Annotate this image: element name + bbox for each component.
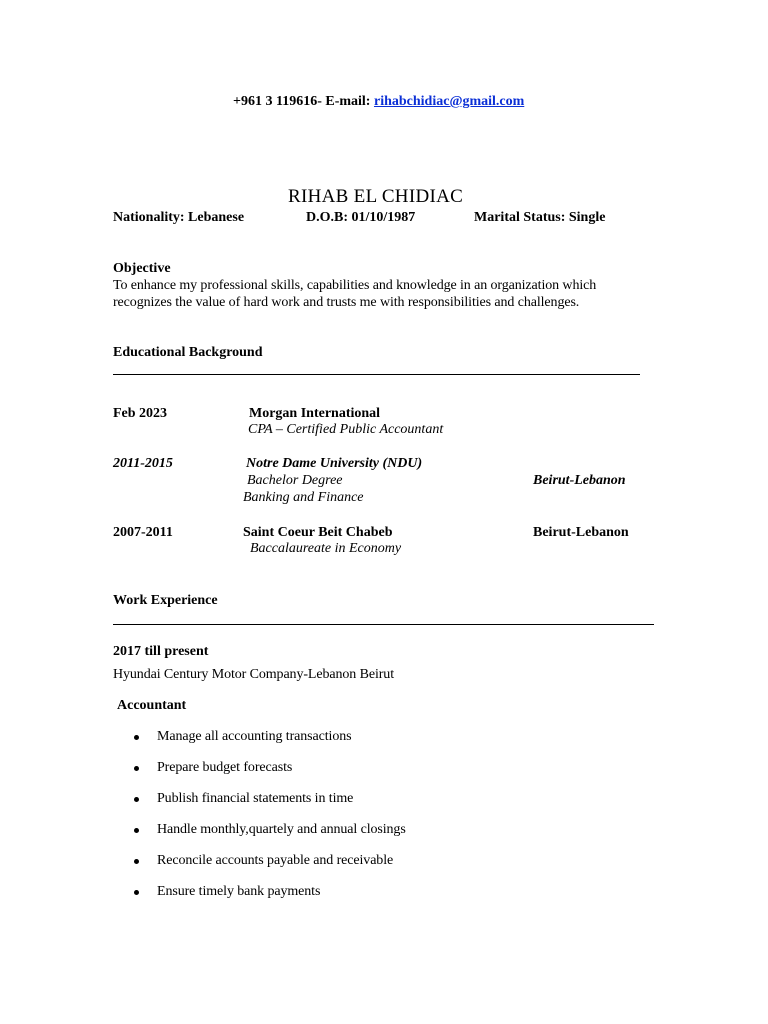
- education-divider: [113, 374, 640, 375]
- work-role: Accountant: [117, 698, 187, 713]
- candidate-name: RIHAB EL CHIDIAC: [288, 186, 464, 207]
- duty-item: Handle monthly,quartely and annual closings: [157, 822, 406, 837]
- edu-school: Morgan International: [249, 406, 381, 421]
- edu-location: Beirut-Lebanon: [533, 473, 626, 488]
- phone-label: +961 3 119616- E-mail:: [233, 94, 374, 109]
- objective-line-1: To enhance my professional skills, capabilities and knowledge in an organization which: [113, 278, 597, 293]
- edu-school: Saint Coeur Beit Chabeb: [243, 525, 393, 540]
- work-divider: [113, 624, 654, 625]
- bullet-icon: [134, 828, 139, 833]
- duty-item: Reconcile accounts payable and receivable: [157, 853, 394, 868]
- duty-item: Publish financial statements in time: [157, 791, 354, 806]
- duty-item: Prepare budget forecasts: [157, 760, 293, 775]
- marital-status: Marital Status: Single: [474, 210, 606, 225]
- nationality: Nationality: Lebanese: [113, 210, 245, 225]
- edu-degree: Baccalaureate in Economy: [250, 541, 402, 556]
- edu-date: 2007-2011: [113, 525, 173, 540]
- edu-date: Feb 2023: [113, 406, 168, 421]
- edu-date: 2011-2015: [113, 456, 173, 471]
- objective-heading: Objective: [113, 261, 171, 276]
- edu-degree-detail: Banking and Finance: [243, 490, 364, 505]
- bullet-icon: [134, 859, 139, 864]
- work-company: Hyundai Century Motor Company-Lebanon Beirut: [113, 667, 394, 682]
- work-heading: Work Experience: [113, 593, 218, 608]
- bullet-icon: [134, 890, 139, 895]
- education-heading: Educational Background: [113, 345, 263, 360]
- bullet-icon: [134, 766, 139, 771]
- email-link[interactable]: rihabchidiac@gmail.com: [373, 94, 525, 109]
- edu-degree: Bachelor Degree: [247, 473, 343, 488]
- edu-location: Beirut-Lebanon: [533, 525, 629, 540]
- work-period: 2017 till present: [113, 644, 209, 659]
- duty-item: Ensure timely bank payments: [157, 884, 321, 899]
- edu-degree: CPA – Certified Public Accountant: [248, 422, 444, 437]
- bullet-icon: [134, 735, 139, 740]
- bullet-icon: [134, 797, 139, 802]
- edu-school: Notre Dame University (NDU): [246, 456, 423, 471]
- date-of-birth: D.O.B: 01/10/1987: [306, 210, 416, 225]
- contact-line: [233, 94, 524, 110]
- duty-item: Manage all accounting transactions: [157, 729, 352, 744]
- objective-line-2: recognizes the value of hard work and trusts me with responsibilities and challenges.: [113, 295, 580, 310]
